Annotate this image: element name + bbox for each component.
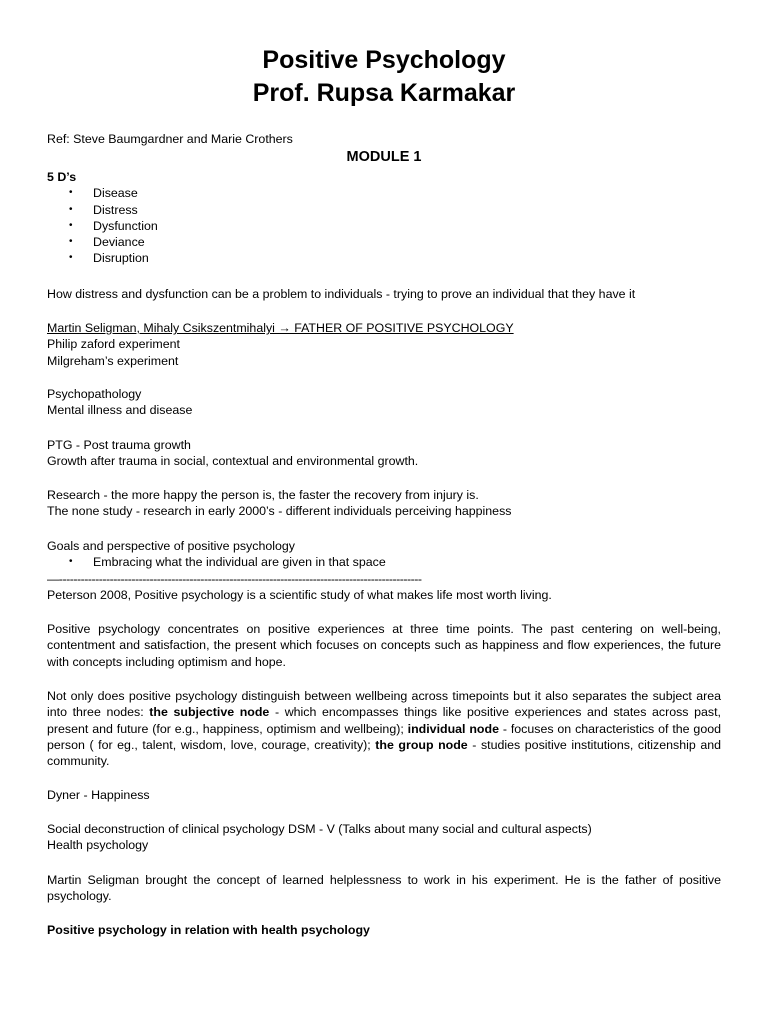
- dyner-line: Dyner - Happiness: [47, 788, 150, 802]
- experiment-line: Philip zaford experiment: [47, 337, 180, 352]
- social-line: Social deconstruction of clinical psychology DSM - V (Talks about many social and cultural aspects): [47, 822, 592, 836]
- nodes-text: - which encompasses things like positive experiences and states across past, present and future (for e.g., happiness, optimism and wellbeing);: [47, 705, 721, 736]
- nodes-paragraph: [47, 688, 721, 769]
- final-heading-section: [47, 922, 721, 938]
- fathers-heading: Martin Seligman, Mihaly Csikszentmihalyi → FATHER OF POSITIVE PSYCHOLOGY: [47, 321, 514, 335]
- distress-line: How distress and dysfunction can be a problem to individuals - trying to prove an individual that they have it: [47, 287, 636, 301]
- nodes-section: [47, 688, 721, 769]
- module-heading: MODULE 1: [346, 149, 422, 165]
- subjective-node-term: the subjective node: [149, 705, 270, 720]
- module-heading-section: [47, 149, 721, 165]
- fathers-section: [47, 320, 721, 369]
- divider-line: —----------------------------------------------------------------------------------------------------: [47, 571, 422, 586]
- dyner-section: [47, 787, 721, 803]
- nodes-text: Not only does positive psychology distinguish between wellbeing across timepoints but it also separates the subject area into three nodes:: [47, 689, 721, 720]
- peterson-line: Peterson 2008, Positive psychology is a scientific study of what makes life most worth living.: [47, 587, 552, 602]
- distress-section: [47, 286, 721, 302]
- seligman-section: [47, 872, 721, 905]
- list-item: • Deviance: [47, 234, 721, 250]
- research-line: Research - the more happy the person is, the faster the recovery from injury is.: [47, 488, 479, 502]
- document-title: [0, 44, 768, 110]
- research-section: [47, 487, 721, 520]
- ptg-line: PTG - Post trauma growth: [47, 438, 191, 452]
- experiment-line: Milgreham’s experiment: [47, 353, 179, 368]
- ptg-line: Growth after trauma in social, contextual and environmental growth.: [47, 454, 419, 469]
- list-item: • Dysfunction: [47, 218, 721, 234]
- goals-heading: Goals and perspective of positive psychology: [47, 539, 295, 553]
- five-ds-list: [47, 185, 721, 266]
- list-item: • Embracing what the individual are given in that space: [47, 554, 721, 570]
- research-line: The none study - research in early 2000’s - different individuals perceiving happiness: [47, 504, 512, 519]
- five-ds-section: [47, 169, 721, 267]
- group-node-term: the group node: [375, 737, 468, 752]
- social-line: Health psychology: [47, 838, 149, 853]
- reference-section: [47, 131, 721, 147]
- ptg-section: [47, 437, 721, 470]
- list-item: • Distress: [47, 202, 721, 218]
- psychopathology-line: Psychopathology: [47, 387, 142, 401]
- goals-section: [47, 538, 721, 603]
- seligman-paragraph: Martin Seligman brought the concept of learned helplessness to work in his experiment. He is the father of positive psychology.: [47, 873, 721, 904]
- nodes-text: - studies positive institutions, citizenship and community.: [47, 737, 722, 769]
- list-item: • Disease: [47, 185, 721, 201]
- final-heading: Positive psychology in relation with health psychology: [47, 923, 370, 937]
- individual-node-term: individual node: [407, 721, 499, 736]
- time-points-section: [47, 621, 721, 670]
- psychopathology-section: [47, 386, 721, 419]
- five-ds-heading: 5 D’s: [47, 170, 77, 184]
- title-line-2: Prof. Rupsa Karmakar: [252, 79, 516, 107]
- title-line-1: Positive Psychology: [262, 46, 506, 74]
- time-points-paragraph: Positive psychology concentrates on positive experiences at three time points. The past centering on well-being, contentment and satisfaction, the present which focuses on concepts such as happiness and flow experiences, the future with concepts including optimism and hope.: [47, 622, 721, 669]
- nodes-text: - focuses on characteristics of the good person ( for eg., talent, wisdom, love, courage, creativity);: [47, 721, 722, 752]
- psychopathology-line: Mental illness and disease: [47, 403, 193, 418]
- social-section: [47, 821, 721, 854]
- list-item: • Disruption: [47, 250, 721, 266]
- goals-list: [47, 554, 721, 570]
- reference-line: Ref: Steve Baumgardner and Marie Crothers: [47, 132, 293, 146]
